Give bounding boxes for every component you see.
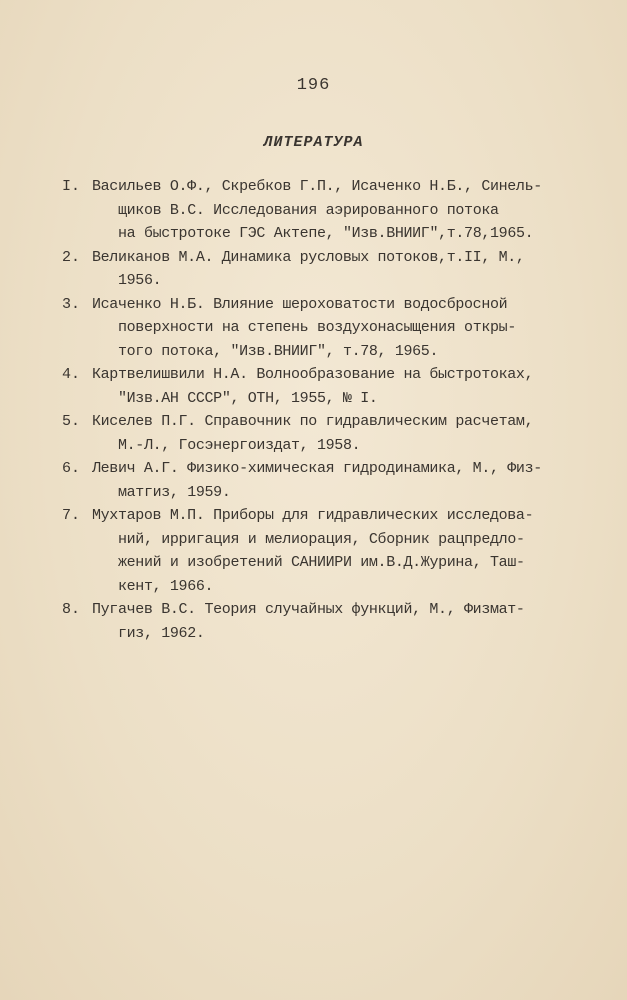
reference-line: Киселев П.Г. Справочник по гидравлическим расчетам,: [92, 413, 534, 430]
reference-line: поверхности на степень воздухонасыщения откры-: [118, 319, 516, 336]
reference-number: I.: [62, 178, 81, 195]
reference-line: Мухтаров М.П. Приборы для гидравлических исследова-: [92, 507, 534, 524]
reference-line: матгиз, 1959.: [118, 483, 231, 501]
reference-number: 8.: [62, 601, 81, 618]
reference-number: 5.: [62, 413, 81, 430]
reference-line: "Изв.АН СССР", ОТН, 1955, № I.: [118, 389, 378, 407]
reference-line: жений и изобретений САНИИРИ им.В.Д.Журина, Таш-: [118, 554, 525, 571]
reference-line: кент, 1966.: [118, 577, 214, 595]
reference-text: [92, 175, 618, 246]
reference-line: 1956.: [118, 272, 162, 289]
reference-number: 2.: [62, 248, 81, 266]
reference-text: [92, 293, 618, 364]
reference-text: [92, 246, 618, 293]
reference-line: гиз, 1962.: [118, 624, 205, 642]
reference-line: Пугачев В.С. Теория случайных функций, М., Физмат-: [92, 601, 525, 618]
reference-entry: [62, 246, 618, 293]
reference-text: [92, 504, 618, 598]
page-number: 196: [296, 76, 331, 95]
reference-entry: [62, 598, 618, 645]
reference-text: [92, 363, 618, 410]
reference-number: 6.: [62, 460, 81, 477]
reference-number: 4.: [62, 366, 81, 383]
reference-line: Великанов М.А. Динамика русловых потоков,т.II, М.,: [92, 248, 525, 266]
reference-line: М.-Л., Госэнергоиздат, 1958.: [118, 436, 361, 454]
reference-line: того потока, "Изв.ВНИИГ", т.78, 1965.: [118, 342, 439, 360]
reference-entry: [62, 175, 618, 246]
reference-text: [92, 410, 618, 457]
bibliography-list: [62, 175, 618, 645]
reference-entry: [62, 457, 618, 504]
reference-number: 3.: [62, 295, 81, 313]
reference-line: на быстротоке ГЭС Актепе, "Изв.ВНИИГ",т.78,1965.: [118, 225, 534, 242]
reference-entry: [62, 363, 618, 410]
reference-entry: [62, 410, 618, 457]
reference-number: 7.: [62, 507, 81, 524]
reference-text: [92, 598, 618, 645]
reference-entry: [62, 293, 618, 364]
reference-line: Левич А.Г. Физико-химическая гидродинамика, М., Физ-: [92, 460, 542, 477]
reference-entry: [62, 504, 618, 598]
reference-line: Исаченко Н.Б. Влияние шероховатости водосбросной: [92, 295, 508, 313]
reference-line: ний, ирригация и мелиорация, Сборник рацпредло-: [118, 530, 525, 548]
reference-text: [92, 457, 618, 504]
section-heading: ЛИТЕРАТУРА: [263, 134, 364, 151]
reference-line: щиков В.С. Исследования аэрированного потока: [118, 201, 499, 219]
reference-line: Васильев О.Ф., Скребков Г.П., Исаченко Н.Б., Синель-: [92, 178, 542, 195]
reference-line: Картвелишвили Н.А. Волнообразование на быстротоках,: [92, 366, 534, 383]
